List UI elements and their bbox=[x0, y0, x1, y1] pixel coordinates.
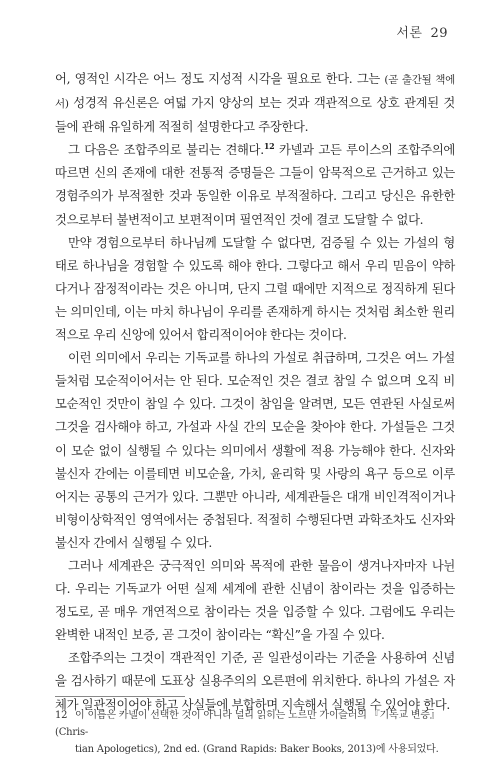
paragraph: 조합주의는 그것이 객관적인 기준, 곧 일관성이라는 기준을 사용하여 신념을 검사하기 때문에 도표상 실용주의의 오른편에 위치한다. 하나의 가설은 자체가 일관적이어야 하고 사실들에 부합하며 지속해서 실행될 수 있어야 한다. bbox=[55, 651, 455, 712]
page-number: 29 bbox=[430, 26, 448, 41]
paragraph: 그러나 세계관은 궁극적인 의미와 목적에 관한 물음이 생겨나자마자 나뉜다. 우리는 기독교가 어떤 실제 세계에 관한 신념이 참이라는 것을 입증하는 정도로, 곧 매우 개연적으로 참이라는 것을 입증할 수 있다. 그럼에도 우리는 완벽한 내적인 보증, 곧 그것이 참이라는 “확신”을 가질 수 있다. bbox=[55, 558, 455, 643]
footnote-line bbox=[55, 707, 455, 741]
running-header bbox=[396, 22, 448, 41]
paragraph bbox=[55, 68, 455, 139]
paragraph-text: 성경적 유신론은 여덟 가지 양상의 보는 것과 객관적으로 상호 관계된 것들에 관해 유일하게 적절히 설명한다고 주장한다. bbox=[55, 96, 455, 135]
paragraph bbox=[55, 139, 455, 231]
footnote-marker: 12 bbox=[263, 141, 275, 152]
paragraph-text: 어, 영적인 시각은 어느 정도 지성적 시각을 필요로 한다. 그는 bbox=[55, 72, 385, 86]
footnote-divider bbox=[55, 696, 185, 697]
section-title: 서론 bbox=[396, 26, 423, 41]
paragraph-text: 카넬과 고든 루이스의 조합주의에 따르면 신의 존재에 대한 전통적 증명들은 그들이 암묵적으로 근거하고 있는 경험주의가 부적절한 것과 동일한 이유로 부적절하다. 그리고 당신은 유한한 것으로부터 불변적이고 보편적이며 필연적인 것에 결코 도달할 수 없다. bbox=[55, 143, 455, 227]
footnote-number: 12 bbox=[55, 710, 68, 721]
footnote-line: tian Apologetics), 2nd ed. (Grand Rapids: Baker Books, 2013)에 사용되었다. bbox=[75, 744, 439, 755]
footnote bbox=[55, 707, 455, 758]
paragraph: 이런 의미에서 우리는 기독교를 하나의 가설로 취급하며, 그것은 여느 가설들처럼 모순적이어서는 안 된다. 모순적인 것은 결코 참일 수 없으며 오직 비모순적인 것만이 참일 수 있다. 그것이 참임을 알려면, 모든 연관된 사실로써 그것을 검사해야 하고, 가설과 사실 간의 모순을 찾아야 한다. 가설들은 그것이 모순 없이 실행될 수 있다는 의미에서 생활에 적용 가능해야 한다. 신자와 불신자 간에는 이를테면 비모순율, 가치, 윤리학 및 사랑의 욕구 등으로 이루어지는 공통의 근거가 있다. 그뿐만 아니라, 세계관들은 대개 비인격적이거나 비형이상학적인 영역에서는 중첩된다. 적절히 수행된다면 과학조차도 신자와 불신자 간에서 실행될 수 있다. bbox=[55, 351, 455, 550]
footnote-text: 이 이름은 카넬이 선택한 것이 아니라 널리 읽히는 노르만 가이슬러의 『기독교 변증』(Chris- bbox=[55, 710, 440, 738]
parenthetical-note: (곧 출간될 책에서) bbox=[55, 74, 455, 111]
paragraph-text: 그 다음은 조합주의로 불리는 견해다. bbox=[68, 143, 264, 158]
paragraph: 만약 경험으로부터 하나님께 도달할 수 없다면, 검증될 수 있는 가설의 형태로 하나님을 경험할 수 있도록 해야 한다. 그렇다고 해서 우리 믿음이 약하다거나 잠정적이라는 것은 아니며, 단지 그럴 때에만 지적으로 정직하게 된다는 의미인데, 이는 마치 하나님이 우리를 존재하게 하시는 것처럼 최소한 원리적으로 우리 신앙에 있어서 합리적이어야 한다는 것이다. bbox=[55, 235, 455, 343]
body-text bbox=[55, 68, 455, 717]
